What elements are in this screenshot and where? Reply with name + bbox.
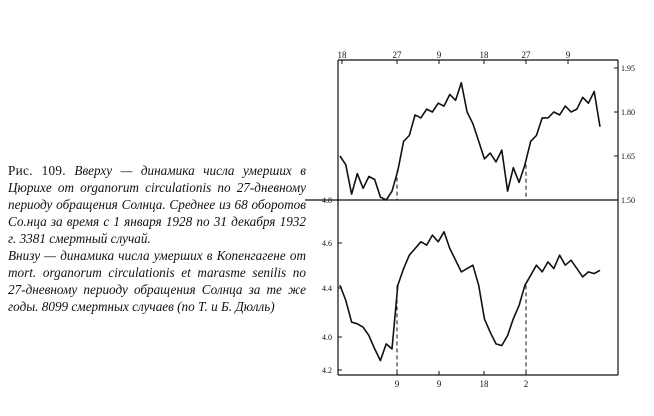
chart-frame (305, 60, 618, 375)
bottom-series-line (340, 232, 600, 361)
bottom-x-tick-label: 9 (436, 379, 442, 389)
bottom-x-tick-label: 18 (479, 379, 489, 389)
caption-top-text: Вверху — динамика числа умерших в Цюрихе от organorum circulationis по 27-дневному периоду обращения Солнца. Среднее из 68 оборотов Со.нца за время с 1 января 1928 по 31 декабря 1932 г. 3381 смертный случай. (8, 163, 307, 246)
top-x-tick-label: 9 (565, 50, 571, 60)
top-y-tick-label: 1.65 (621, 152, 635, 161)
caption-top (8, 162, 306, 247)
top-y-tick-label: 1.95 (621, 64, 635, 73)
top-x-tick-label: 9 (436, 50, 442, 60)
bottom-x-tick-label: 2 (523, 379, 529, 389)
figure-label: Рис. 109. (8, 163, 66, 178)
top-chart (338, 50, 636, 205)
bottom-y-tick-label: 4.0 (322, 333, 332, 342)
figure-caption (8, 162, 306, 315)
bottom-y-tick-label: 4.4 (322, 284, 332, 293)
top-x-tick-label: 18 (337, 50, 347, 60)
top-y-tick-label: 1.80 (621, 108, 635, 117)
bottom-chart (322, 196, 600, 389)
figure-chart (300, 30, 650, 410)
top-x-tick-label: 18 (479, 50, 489, 60)
caption-bottom: Внизу — динамика числа умерших в Копенгагене от mort. organorum circulationis et marasme senilis по 27-дневному периоду обращения Солнца за те же годы. 8099 смертных случаев (по Т. и Б. Дюлль) (8, 248, 306, 314)
bottom-y-tick-label: 4.6 (322, 239, 332, 248)
top-y-tick-label: 1.50 (621, 196, 635, 205)
bottom-x-tick-label: 9 (394, 379, 400, 389)
bottom-y-tick-label: 4.8 (322, 196, 332, 205)
top-x-tick-label: 27 (392, 50, 402, 60)
top-x-tick-label: 27 (521, 50, 531, 60)
top-series-line (340, 83, 600, 200)
bottom-y-tick-label: 4.2 (322, 366, 332, 375)
